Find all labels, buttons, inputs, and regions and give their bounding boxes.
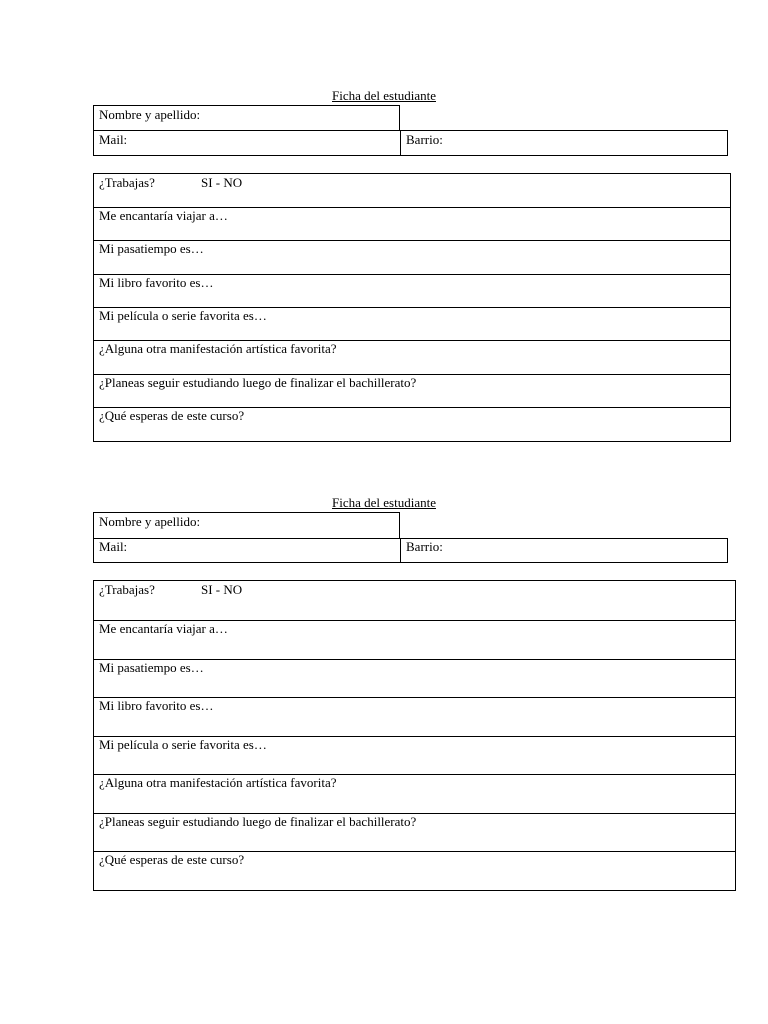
question-row[interactable] [94,207,730,241]
question-row[interactable] [94,407,730,441]
nombre-label: Nombre y apellido: [99,514,201,529]
question-row[interactable] [94,307,730,341]
question-label: Mi pasatiempo es… [99,241,204,256]
mail-label: Mail: [99,132,128,147]
nombre-field[interactable] [93,512,400,539]
question-label: ¿Planeas seguir estudiando luego de finalizar el bachillerato? [99,814,417,829]
question-label: ¿Alguna otra manifestación artística favorita? [99,341,337,356]
nombre-label: Nombre y apellido: [99,107,201,122]
question-row[interactable] [94,813,735,852]
question-row[interactable] [94,340,730,375]
question-label: ¿Planeas seguir estudiando luego de finalizar el bachillerato? [99,375,417,390]
question-row[interactable] [94,736,735,775]
question-label: Mi película o serie favorita es… [99,737,267,752]
mail-field[interactable] [94,539,400,562]
mail-field[interactable] [94,131,400,155]
question-label: Mi pasatiempo es… [99,660,204,675]
mail-label: Mail: [99,539,128,554]
barrio-label: Barrio: [406,132,443,147]
question-row-trabajas[interactable] [94,174,730,208]
question-row[interactable] [94,851,735,890]
trabajas-options: SI - NO [201,582,243,597]
question-row[interactable] [94,697,735,737]
trabajas-label: ¿Trabajas? [99,175,155,190]
question-label: ¿Alguna otra manifestación artística favorita? [99,775,337,790]
question-label: Me encantaría viajar a… [99,621,228,636]
nombre-field[interactable] [93,105,400,131]
trabajas-options: SI - NO [201,175,243,190]
question-label: Mi libro favorito es… [99,275,214,290]
question-label: ¿Qué esperas de este curso? [99,408,245,423]
barrio-field[interactable] [401,131,727,155]
mail-barrio-row [93,130,728,156]
question-label: Mi película o serie favorita es… [99,308,267,323]
question-label: Me encantaría viajar a… [99,208,228,223]
question-row[interactable] [94,240,730,275]
form-title: Ficha del estudiante [332,88,436,103]
question-row[interactable] [94,659,735,698]
barrio-label: Barrio: [406,539,443,554]
question-row[interactable] [94,374,730,408]
question-row[interactable] [94,274,730,308]
questions-table [93,173,731,442]
mail-barrio-row [93,538,728,563]
barrio-field[interactable] [401,539,727,562]
question-label: ¿Qué esperas de este curso? [99,852,245,867]
question-row[interactable] [94,620,735,660]
question-row-trabajas[interactable] [94,581,735,621]
trabajas-label: ¿Trabajas? [99,582,155,597]
question-row[interactable] [94,774,735,814]
form-title: Ficha del estudiante [332,495,436,510]
questions-table [93,580,736,891]
question-label: Mi libro favorito es… [99,698,214,713]
